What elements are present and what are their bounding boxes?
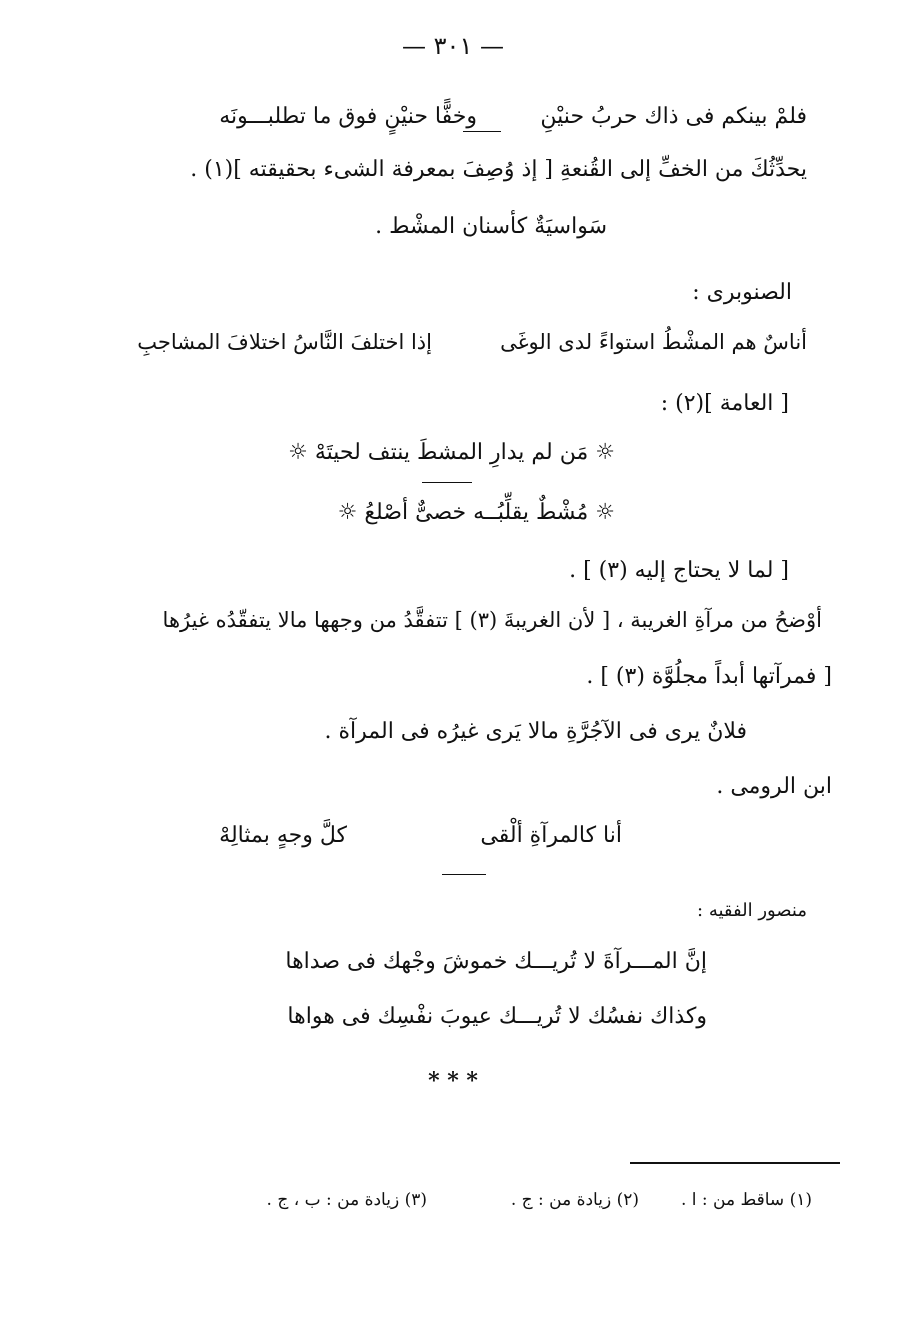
proverb-line: ☼ مُشْطٌ يقلِّبُــه خصىٌّ أصْلعُ ☼	[337, 500, 615, 525]
verse-2-hemistich-1: أناسٌ هم المشْطُ استواءً لدى الوغَى	[500, 330, 807, 354]
verse-3-hemistich-1: أنا كالمرآةِ ألْقى	[480, 823, 622, 848]
verse-1-hemistich-2: فلمْ بينكم فى ذاك حربُ حنيْنِ	[540, 104, 807, 129]
text-line: [ فمرآتها أبداً مجلُوَّة (٣) ] .	[586, 664, 832, 689]
text-line: أوْضحُ من مرآةِ الغريبة ، [ لأن الغريبةَ (٣) ] تتفقَّدُ من وجهها مالا يتفقّدُه غيرُها	[162, 608, 822, 632]
verse-1-hemistich-1: وخفًّا حنيْنٍ فوق ما تطلبـــونَه	[219, 104, 477, 129]
text-line: سَواسيَةٌ كأسنان المشْط .	[375, 214, 607, 239]
poet-heading: ابن الرومى .	[716, 774, 832, 799]
poet-heading: الصنوبرى :	[692, 280, 792, 305]
proverb-line: ☼ مَن لم يدارِ المشطَ ينتف لحيتَهْ ☼	[288, 440, 615, 465]
verse-line: إنَّ المـــرآةَ لا تُريـــك خموشَ وجْهك فى صداها	[285, 949, 707, 974]
text-line: يحدِّثُكَ من الخفِّ إلى القُنعةِ [ إذ وُصِفَ بمعرفة الشىء بحقيقته ](١) .	[190, 157, 807, 182]
footnote-rule	[630, 1162, 840, 1164]
section-stars: * * *	[428, 1068, 478, 1094]
verse-3-hemistich-2: كلَّ وجهٍ بمثالِهْ	[219, 823, 347, 848]
verse-line: وكذاك نفسُك لا تُريـــك عيوبَ نفْسِك فى هواها	[287, 1004, 707, 1029]
text-line: [ لما لا يحتاج إليه (٣) ] .	[569, 558, 789, 583]
footnote-2: (٢) زيادة من : ج .	[510, 1190, 639, 1210]
text-line: فلانٌ يرى فى الآجُرَّةِ مالا يَرى غيرُه فى المرآة .	[324, 719, 747, 744]
separator-rule	[422, 482, 472, 483]
verse-2-hemistich-2: إذا اختلفَ النَّاسُ اختلافَ المشاجبِ	[137, 330, 432, 354]
poet-heading: منصور الفقيه :	[697, 900, 807, 921]
page-number: — ٣٠١ —	[402, 32, 504, 60]
footnote-1: (١) ساقط من : ا .	[680, 1190, 812, 1210]
text-line: [ العامة ](٢) :	[660, 391, 789, 416]
separator-rule	[442, 874, 486, 875]
footnote-3: (٣) زيادة من : ب ، ج .	[266, 1190, 427, 1210]
separator-rule	[463, 131, 501, 132]
